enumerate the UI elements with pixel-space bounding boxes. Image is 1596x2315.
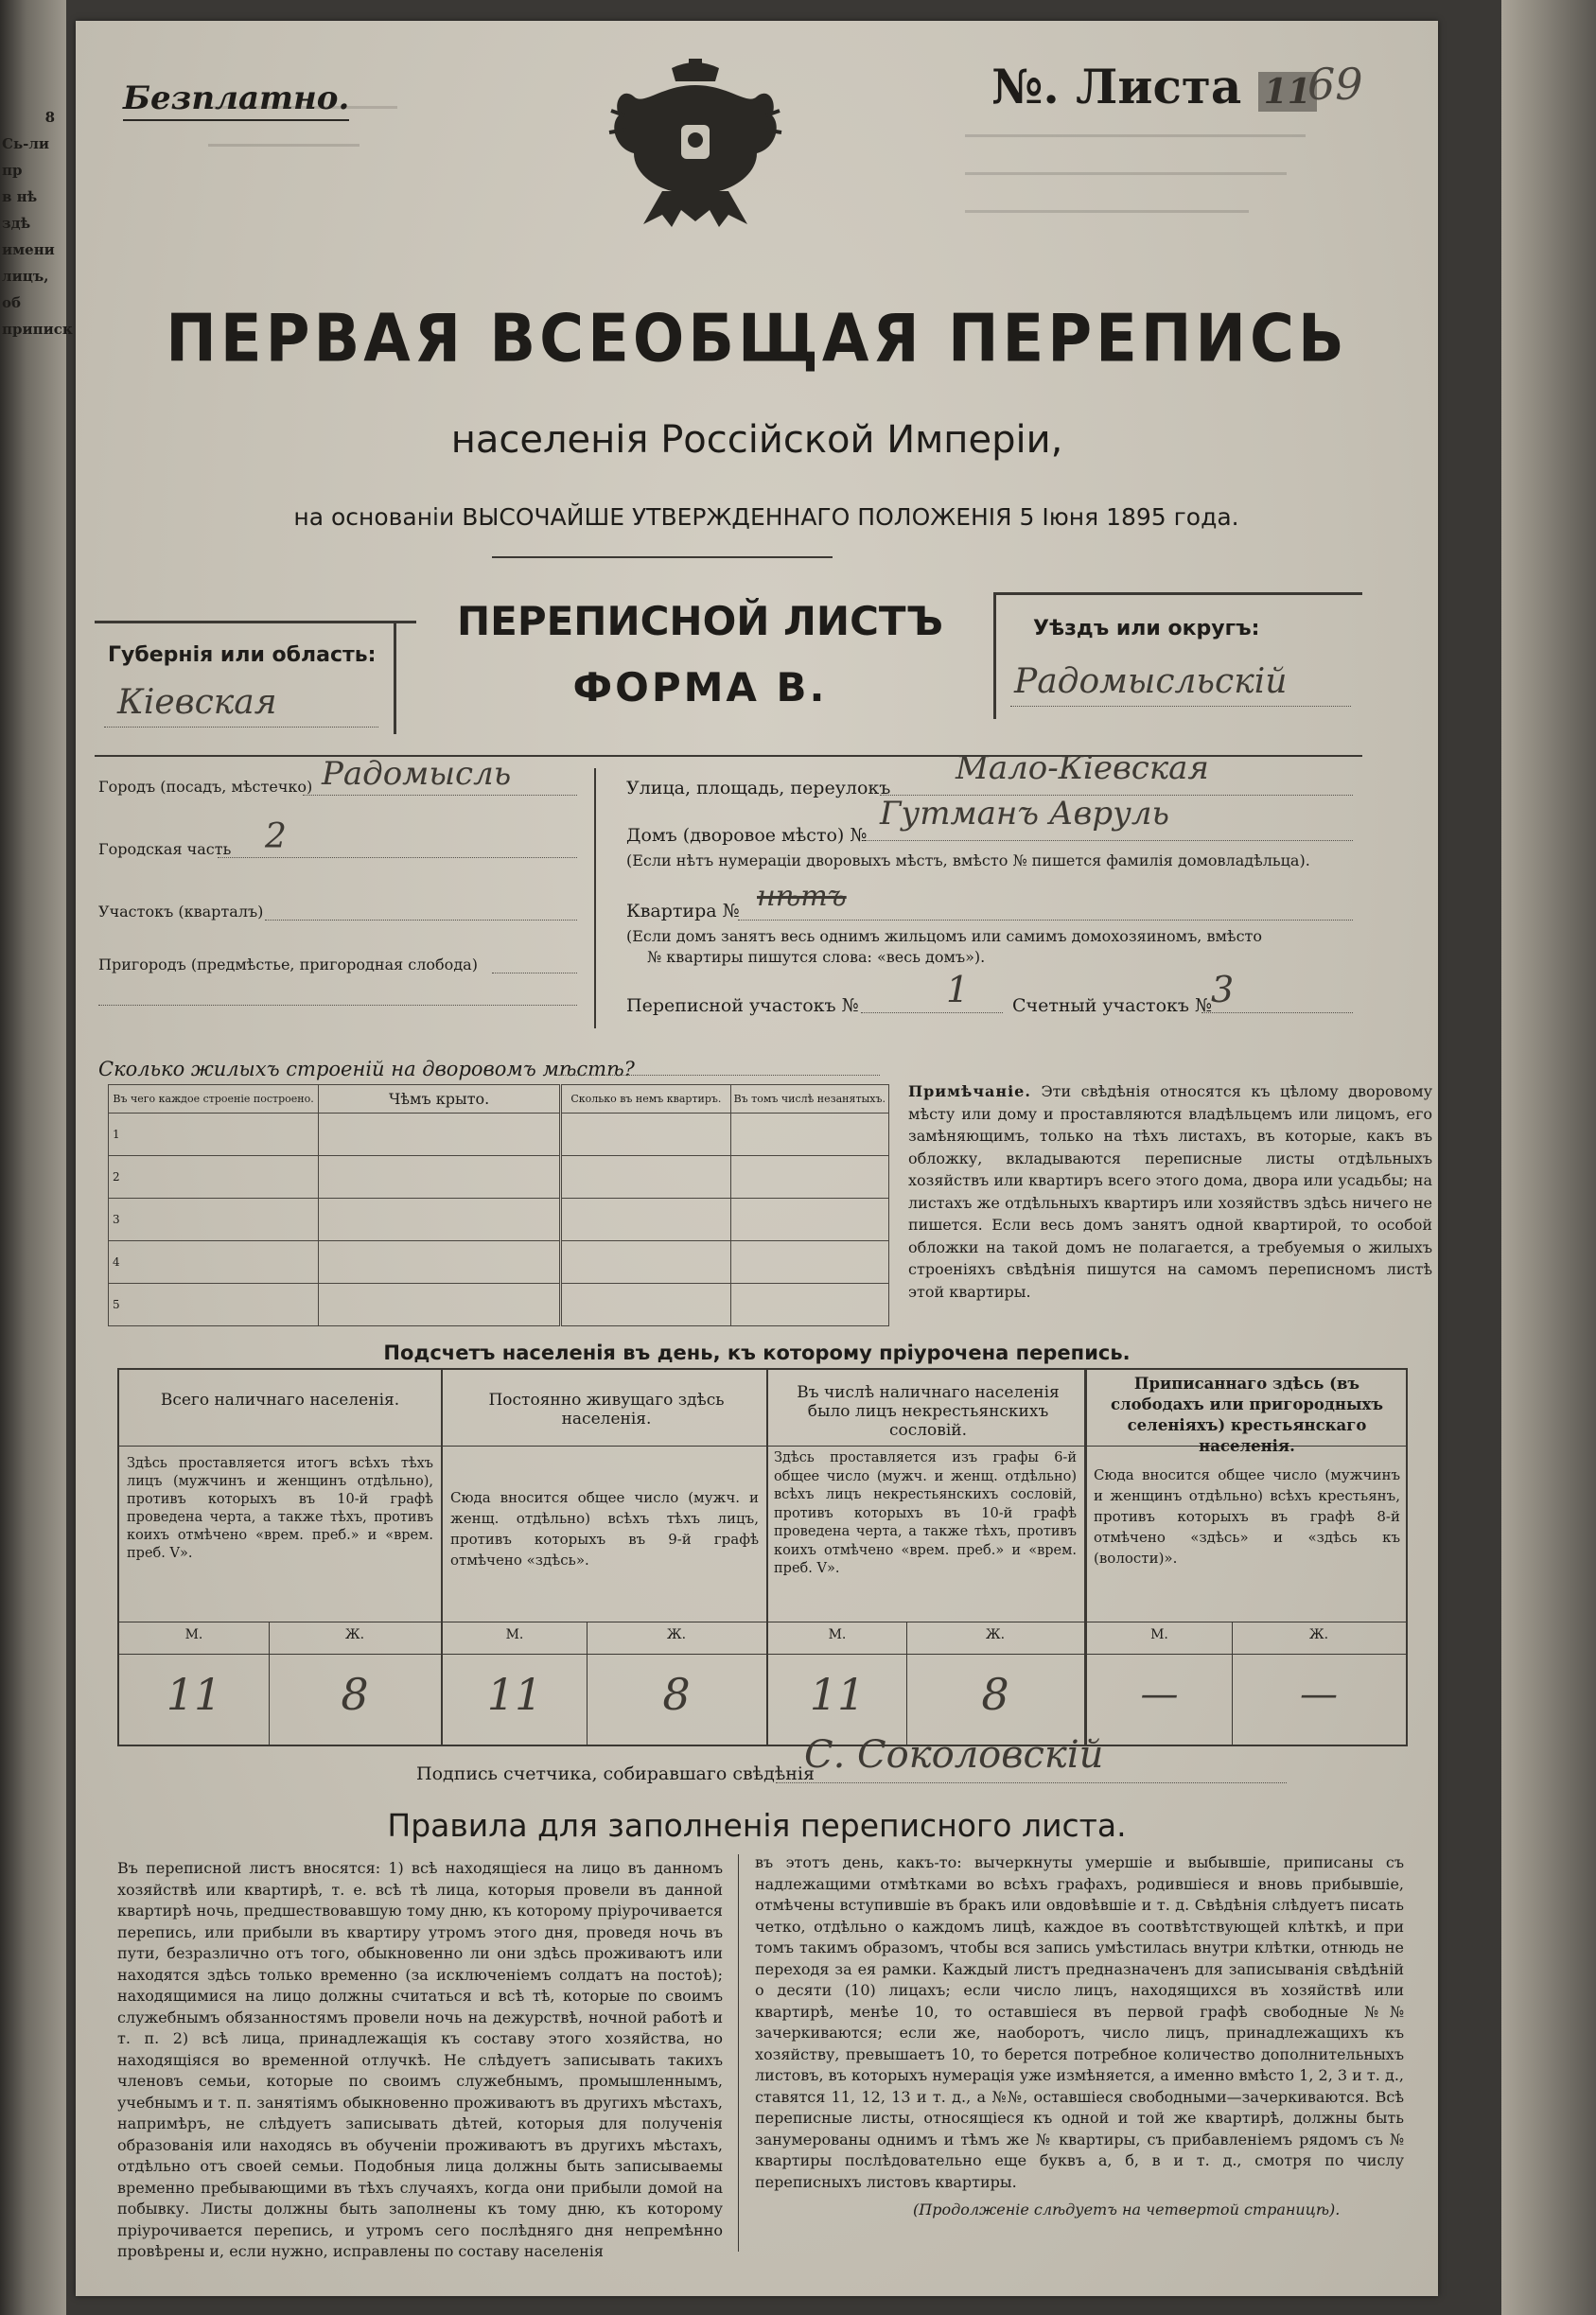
- summary-col2-desc: Сюда вносится общее число (мужч. и женщ. отдѣльно) всѣхъ тѣхъ лицъ, противъ которыхъ въ 9-й графѣ отмѣчено «здѣсь».: [450, 1489, 759, 1569]
- summary-table: [117, 1368, 1408, 1746]
- street-value: Мало-Кіевская: [956, 749, 1209, 787]
- rules-column-divider: [738, 1854, 739, 2252]
- divider: [492, 556, 833, 558]
- house-note: (Если нѣтъ нумераціи дворовыхъ мѣстъ, вмѣсто № пишется фамилія домовладѣльца).: [626, 851, 1310, 869]
- summary-col3-m-label: М.: [828, 1627, 847, 1642]
- summary-col1-head: Всего наличнаго населенія.: [160, 1391, 400, 1410]
- summary-col3-f-value: 8: [981, 1669, 1009, 1720]
- suburb-label: Пригородъ (предмѣстье, пригородная слобода): [98, 956, 478, 973]
- census-sheet: [76, 21, 1438, 2296]
- apartment-note-2: № квартиры пишутся слова: «весь домъ»).: [647, 948, 986, 966]
- adjacent-page-edge: [0, 0, 73, 2315]
- bleed-through: [208, 106, 1343, 276]
- book-edge: [1501, 0, 1596, 2315]
- gubernia-value: Кіевская: [117, 683, 277, 722]
- census-district-label: Переписной участокъ №: [626, 995, 859, 1016]
- sheet-number-label: №. Листа 11: [991, 59, 1317, 114]
- rules-continued: (Продолженіе слѣдуетъ на четвертой страницѣ).: [913, 2201, 1341, 2219]
- uezd-label: Уѣздъ или округъ:: [1033, 617, 1260, 640]
- apartment-note-1: (Если домъ занятъ весь однимъ жильцомъ или самимъ домохозяиномъ, вмѣсто: [626, 927, 1263, 945]
- buildings-col-apartments: Сколько въ немъ квартиръ.: [561, 1085, 730, 1114]
- uezd-value: Радомысльскій: [1014, 662, 1288, 701]
- buildings-row: 1: [109, 1114, 319, 1156]
- buildings-row: 4: [109, 1241, 319, 1284]
- house-label: Домъ (дворовое мѣсто) №: [626, 825, 868, 846]
- summary-col3-desc: Здѣсь проставляется изъ графы 6-й общее число (мужч. и женщ. отдѣльно) всѣхъ лицъ некрестьянскихъ сословій, противъ которыхъ въ 10-й графѣ проведена черта, а также тѣхъ, противъ коихъ отмѣчено «врем. преб.» и «врем. преб. V».: [774, 1450, 1077, 1576]
- form-title-line2: ФОРМА В.: [572, 664, 828, 710]
- summary-col2-m-label: М.: [505, 1627, 524, 1642]
- city-label: Городъ (посадъ, мѣстечко): [98, 778, 313, 796]
- house-value: Гутманъ Авруль: [880, 795, 1169, 833]
- buildings-col-material: Въ чего каждое строеніе построено.: [109, 1085, 319, 1114]
- city-part-label: Городская часть: [98, 840, 232, 858]
- summary-col3-head: Въ числѣ наличнаго населенія было лицъ некрестьянскихъ сословій.: [797, 1383, 1060, 1440]
- city-value: Радомысль: [322, 755, 512, 793]
- note-paragraph: [908, 1080, 1432, 1303]
- summary-col4-desc: Сюда вносится общее число (мужчинъ и женщинъ отдѣльно) всѣхъ крестьянъ, противъ которыхъ въ графѣ 8-й отмѣчено «здѣсь» и «здѣсь къ (волости)».: [1094, 1466, 1400, 1567]
- buildings-col-roof: Чѣмъ крыто.: [319, 1085, 561, 1114]
- census-basis: на основаніи ВЫСОЧАЙШЕ УТВЕРЖДЕННАГО ПОЛОЖЕНІЯ 5 Іюня 1895 года.: [293, 503, 1239, 531]
- buildings-row: 3: [109, 1199, 319, 1241]
- summary-col1-desc: Здѣсь проставляется итогъ всѣхъ тѣхъ лицъ (мужчинъ и женщинъ отдѣльно), противъ которыхъ въ 10-й графѣ проведена черта, а также тѣхъ, противъ коихъ отмѣчено «врем. преб.» и «врем. преб. V».: [127, 1456, 433, 1561]
- summary-title: Подсчетъ населенія въ день, къ которому пріурочена перепись.: [383, 1342, 1131, 1364]
- summary-col4-f-value: —: [1300, 1673, 1338, 1716]
- summary-col1-m-label: М.: [184, 1627, 203, 1642]
- summary-col1-f-value: 8: [341, 1669, 369, 1720]
- rules-title: Правила для заполненія переписного листа.: [387, 1807, 1127, 1844]
- summary-col3-f-label: Ж.: [985, 1627, 1006, 1642]
- summary-col2-f-label: Ж.: [666, 1627, 687, 1642]
- summary-col1-f-label: Ж.: [344, 1627, 365, 1642]
- buildings-question: Сколько жилыхъ строеній на дворовомъ мѣстѣ?: [98, 1058, 635, 1080]
- buildings-col-vacant: Въ томъ числѣ незанятыхъ.: [730, 1085, 888, 1114]
- census-district-value: 1: [946, 969, 970, 1010]
- summary-col2-m-value: 11: [486, 1669, 543, 1720]
- buildings-row: 2: [109, 1156, 319, 1199]
- signature-label: Подпись счетчика, собиравшаго свѣдѣнія: [416, 1763, 815, 1784]
- apartment-label: Квартира №: [626, 901, 740, 921]
- adjacent-page-text: 8 Сь-ли пр в нѣ здѣ имени лицъ, об приписк: [2, 109, 73, 338]
- summary-col2-head: Постоянно живущаго здѣсь населенія.: [488, 1391, 725, 1429]
- buildings-row: 5: [109, 1284, 319, 1326]
- sheet-number-value: 11: [1258, 72, 1317, 112]
- summary-col4-head: Приписаннаго здѣсь (въ слободахъ или пригородныхъ селеніяхъ) крестьянскаго населенія.: [1110, 1375, 1384, 1455]
- quarter-field: [265, 920, 577, 921]
- page-number: 69: [1307, 59, 1363, 110]
- city-part-value: 2: [265, 817, 287, 856]
- summary-col4-f-label: Ж.: [1308, 1627, 1329, 1642]
- count-district-label: Счетный участокъ №: [1012, 995, 1212, 1016]
- summary-col2-f-value: 8: [662, 1669, 691, 1720]
- summary-col4-m-value: —: [1140, 1673, 1179, 1716]
- count-district-value: 3: [1211, 969, 1235, 1010]
- buildings-table: [108, 1084, 889, 1326]
- gubernia-label: Губернія или область:: [108, 643, 377, 667]
- census-title: ПЕРВАЯ ВСЕОБЩАЯ ПЕРЕПИСЬ: [166, 302, 1348, 377]
- free-label: Безплатно.: [123, 79, 349, 121]
- apartment-value: нѣтъ: [757, 880, 847, 913]
- summary-col1-m-value: 11: [166, 1669, 222, 1720]
- census-subtitle: населенія Россійской Имперіи,: [450, 418, 1063, 462]
- form-title-line1: ПЕРЕПИСНОЙ ЛИСТЪ: [456, 598, 944, 644]
- quarter-label: Участокъ (кварталъ): [98, 903, 264, 921]
- summary-col3-m-value: 11: [809, 1669, 866, 1720]
- note-lead: Примѣчаніе.: [908, 1082, 1031, 1100]
- note-text: Эти свѣдѣнія относятся къ цѣлому дворовому мѣсту или дому и проставляются владѣльцемъ или лицомъ, его замѣняющимъ, только на тѣхъ листахъ, въ которые, какъ въ обложку, вкладываются переписные листы отдѣльныхъ хозяйствъ или квартиръ всего этого дома, двора или усадьбы; на листахъ же отдѣльныхъ квартиръ или хозяйствъ здѣсь ничего не пишется. Если весь домъ занятъ одной квартирой, то особой обложки на такой домъ не полагается, а требуемыя о жилыхъ строеніяхъ свѣдѣнія пишутся на самомъ переписномъ листѣ этой квартиры.: [908, 1082, 1433, 1301]
- rules-right-column: въ этотъ день, какъ-то: вычеркнуты умершіе и выбывшіе, приписаны съ надлежащими отмѣтками во всѣхъ графахъ, родившіеся и вновь прибывшіе, отмѣчены вступившіе въ бракъ или овдовѣвшіе и т. д. Свѣдѣнія слѣдуетъ писать четко, отдѣльно о каждомъ лицѣ, каждое въ соотвѣтствующей клѣткѣ, и при томъ такимъ образомъ, чтобы вся запись умѣстилась внутри клѣтки, отнюдь не переходя за ея рамки. Каждый листъ предназначенъ для записыванія свѣдѣній о десяти (10) лицахъ; если число лицъ, находящихся въ хозяйствѣ или квартирѣ, менѣе 10, то оставшіеся въ первой графѣ свободные №№ зачеркиваются; если же, наоборотъ, число лицъ, принадлежащихъ къ хозяйству, превышаетъ 10, то берется потребное количество дополнительныхъ листовъ, въ которыхъ нумерація уже измѣняется, а именно вмѣсто 1, 2, 3 и т. д., ставятся 11, 12, 13 и т. д., а №№, оставшіеся свободными—зачеркиваются. Всѣ переписные листы, относящіеся къ одной и той же квартирѣ, должны быть занумерованы однимъ и тѣмъ же № квартиры, съ прибавленіемъ рядомъ съ № квартиры послѣдовательно еще буквъ а, б, в и т. д., смотря по числу переписныхъ листовъ квартиры.: [755, 1853, 1404, 2191]
- rules-left-column: Въ переписной листъ вносятся: 1) всѣ находящіеся на лицо въ данномъ хозяйствѣ или квартирѣ, т. е. всѣ тѣ лица, которыя провели въ данной квартирѣ ночь, предшествовавшую тому дню, къ которому пріурочивается перепись, или прибыли въ квартиру утромъ этого дня, проведя ночь въ пути, безразлично отъ того, обыкновенно ли они здѣсь проживаютъ или находятся здѣсь только временно (за исключеніемъ солдатъ на постоѣ); находящимися на лицо должны считаться и всѣ тѣ, которые по своимъ служебнымъ обязанностямъ провели ночь на дежурствѣ, ночной работѣ и т. п. 2) всѣ лица, принадлежащія къ составу этого хозяйства, но находящіяся во временной отлучкѣ. Не слѣдуетъ записывать такихъ членовъ семьи, которые по своимъ служебнымъ, промышленнымъ, учебнымъ и т. п. занятіямъ обыкновенно проживаютъ въ другихъ мѣстахъ, напримѣръ, не слѣдуетъ записывать дѣтей, которыя для полученія образованія или находясь въ обученіи проживаютъ въ другихъ мѣстахъ, отдѣльно отъ своей семьи. Подобныя лица должны быть записываемы временно пребывающими въ тѣхъ случаяхъ, когда они прибыли домой на побывку. Листы должны быть заполнены къ тому дню, къ которому пріурочивается перепись, и утромъ сего послѣдняго дня непремѣнно провѣрены и, если нужно, исправлены по составу населенія: [117, 1859, 723, 2260]
- signature-value: С. Соколовскій: [804, 1733, 1104, 1777]
- summary-col4-m-label: М.: [1150, 1627, 1168, 1642]
- street-label: Улица, площадь, переулокъ: [626, 778, 891, 798]
